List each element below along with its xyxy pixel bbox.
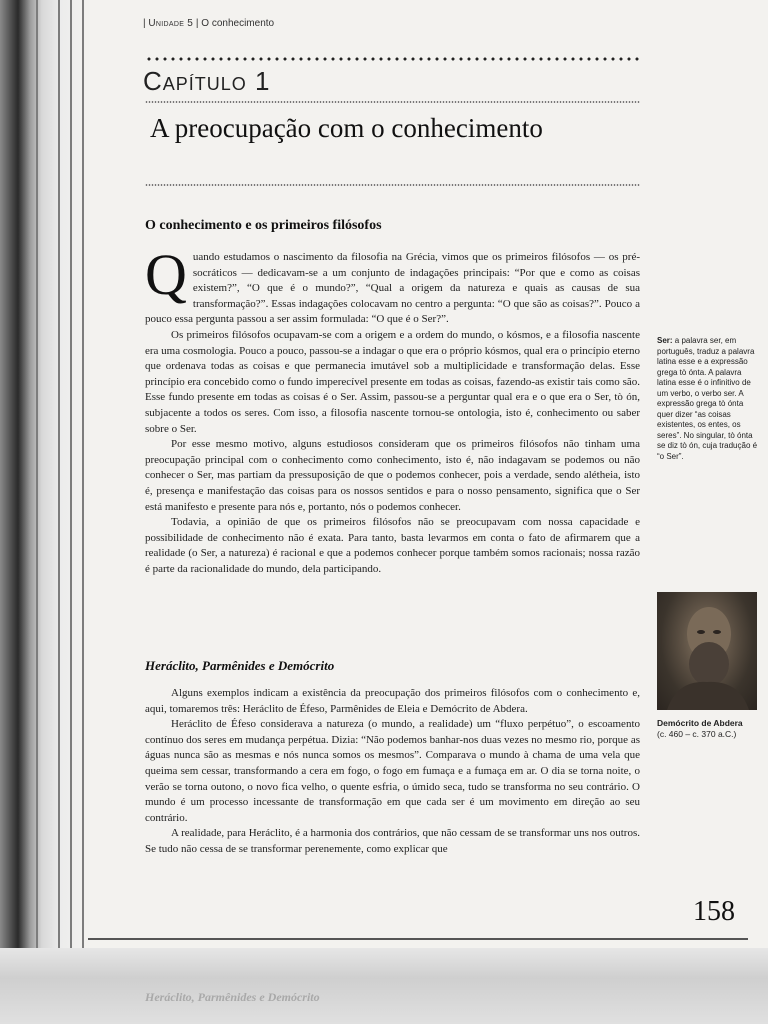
paragraph: Heráclito de Éfeso considerava a natureza (o mundo, a realidade) um “fluxo perpétuo”, o escoamento contínuo dos seres em mudança perpétua. Dizia: “Não podemos banhar-nos duas vezes no mesmo rio, porque as águas nunca são as mesmas e nós nunca somos os mesmos”. Comparava o mundo à chama de uma vela que queima sem cessar, transformando a cera em fogo, o fogo em fumaça e a fumaça em ar. O dia se torna noite, o verão se torna outono, o novo fica velho, o quente esfria, o úmido seca, tudo se transforma no seu contrário. O mundo é um processo incessante de transformação em que cada ser é um movimento em direção ao seu contrário. [145,718,640,824]
binding-line [70,0,72,1024]
glossary-definition: a palavra ser, em português, traduz a palavra latina esse e a expressão grega tò ónta. A palavra latina esse é o infinitivo de um verbo, o verbo ser. A expressão grega tò ónta quer dizer “as coisas existentes, os entes, os seres”. No singular, tò ónta se diz tò ón, cuja tradução é “o Ser”. [657,336,758,461]
paragraph: Por esse mesmo motivo, alguns estudiosos consideram que os primeiros filósofos não tinham uma preocupação principal com o conhecimento como conhecimento, isto é, não indagavam se podemos ou não conhecer o Ser, mas partiam da pressuposição de que o podemos conhecer, pois a verdade, sendo alétheia, isto é, presença e manifestação das coisas para os nossos sentidos e para o nosso pensamento, significa que o Ser está manifesto e presente para nós e, portanto, nós o podemos conhecer. [145,438,640,513]
running-head-title: O conhecimento [201,18,275,29]
glossary-sidebar [657,336,761,462]
bleed-through-text: Heráclito, Parmênides e Demócrito [145,990,320,1004]
portrait-caption [657,718,763,740]
section-title: O conhecimento e os primeiros filósofos [145,218,382,233]
subsection-title: Heráclito, Parmênides e Demócrito [145,658,335,673]
next-page-bleed [0,948,768,1024]
unit-label: Unidade 5 [148,18,194,29]
dotted-rule-top [145,57,640,61]
binding-line [58,0,60,1024]
page-number: 158 [693,896,735,927]
chapter-title: A preocupação com o conhecimento [150,113,543,143]
glossary-term: Ser: [657,336,673,345]
chapter-label: Capítulo 1 [143,66,271,96]
caption-name: Demócrito de Abdera [657,718,743,728]
section-body [145,242,640,577]
caption-dates: (c. 460 – c. 370 a.C.) [657,729,737,739]
paragraph: Alguns exemplos indicam a existência da preocupação dos primeiros filósofos com o conhecimento e, aqui, tomaremos três: Heráclito de Éfeso, Parmênides de Eleia e Demócrito de Abdera. [145,687,640,715]
dotted-rule [145,101,640,103]
paragraph [145,242,640,328]
paragraph: Os primeiros filósofos ocupavam-se com a origem e a ordem do mundo, o kósmos, e a filosofia nascente era uma cosmologia. Pouco a pouco, passou-se a indagar o que era o próprio kósmos, qual era o princípio eterno que ordenava todas as coisas e que permanecia imutável sob a multiplicidade e transformação delas. Esse princípio era concebido como o fundo imperecível presente em todas as coisas, fazendo-as existir tais como são. Esse fundo presente em todas as coisas é o Ser. Assim, passou-se a perguntar qual era e o que era o Ser, tò ón, subjacente a todos os seres. Com isso, a filosofia nascente tornou-se ontologia, isto é, conhecimento ou saber sobre o Ser. [145,328,640,435]
book-binding-shadow [0,0,92,1024]
paragraph: Todavia, a opinião de que os primeiros filósofos não se preocupavam com nossa capacidade e possibilidade de conhecimento não é exata. Para tanto, basta levarmos em conta o fato de afirmarem que a realidade (o Ser, a natureza) é racional e que a podemos conhecer porque também somos racionais; nossa razão é parte da racionalidade do mundo, dela participando. [145,516,640,575]
paragraph-text: uando estudamos o nascimento da filosofia na Grécia, vimos que os primeiros filósofos — os pré-socráticos — dedicavam-se a um conjunto de indagações principais: “Por que e como as coisas existem?”, “O que é o mundo?”, “Qual a origem da natureza e quais as causas de sua transformação?”. Essas indagações colocavam no centro a pergunta: “O que são as coisas?”. Pouco a pouco essa pergunta passou a ser assim formulada: “O que é o Ser?”. [145,251,640,326]
binding-line [82,0,84,1024]
paragraph: A realidade, para Heráclito, é a harmonia dos contrários, que não cessam de se transformar uns nos outros. Se tudo não cessa de se transformar perenemente, como explicar que [145,827,640,855]
binding-line [36,0,38,1024]
drop-cap: Q [145,242,187,307]
portrait-illustration [657,592,757,710]
subsection-body [145,686,640,858]
running-head [143,18,274,29]
running-head-separator: | [195,18,199,29]
democritus-portrait-image [657,592,757,710]
running-head-separator: | [143,18,146,29]
dotted-rule [145,184,640,186]
page-edge [88,938,748,940]
